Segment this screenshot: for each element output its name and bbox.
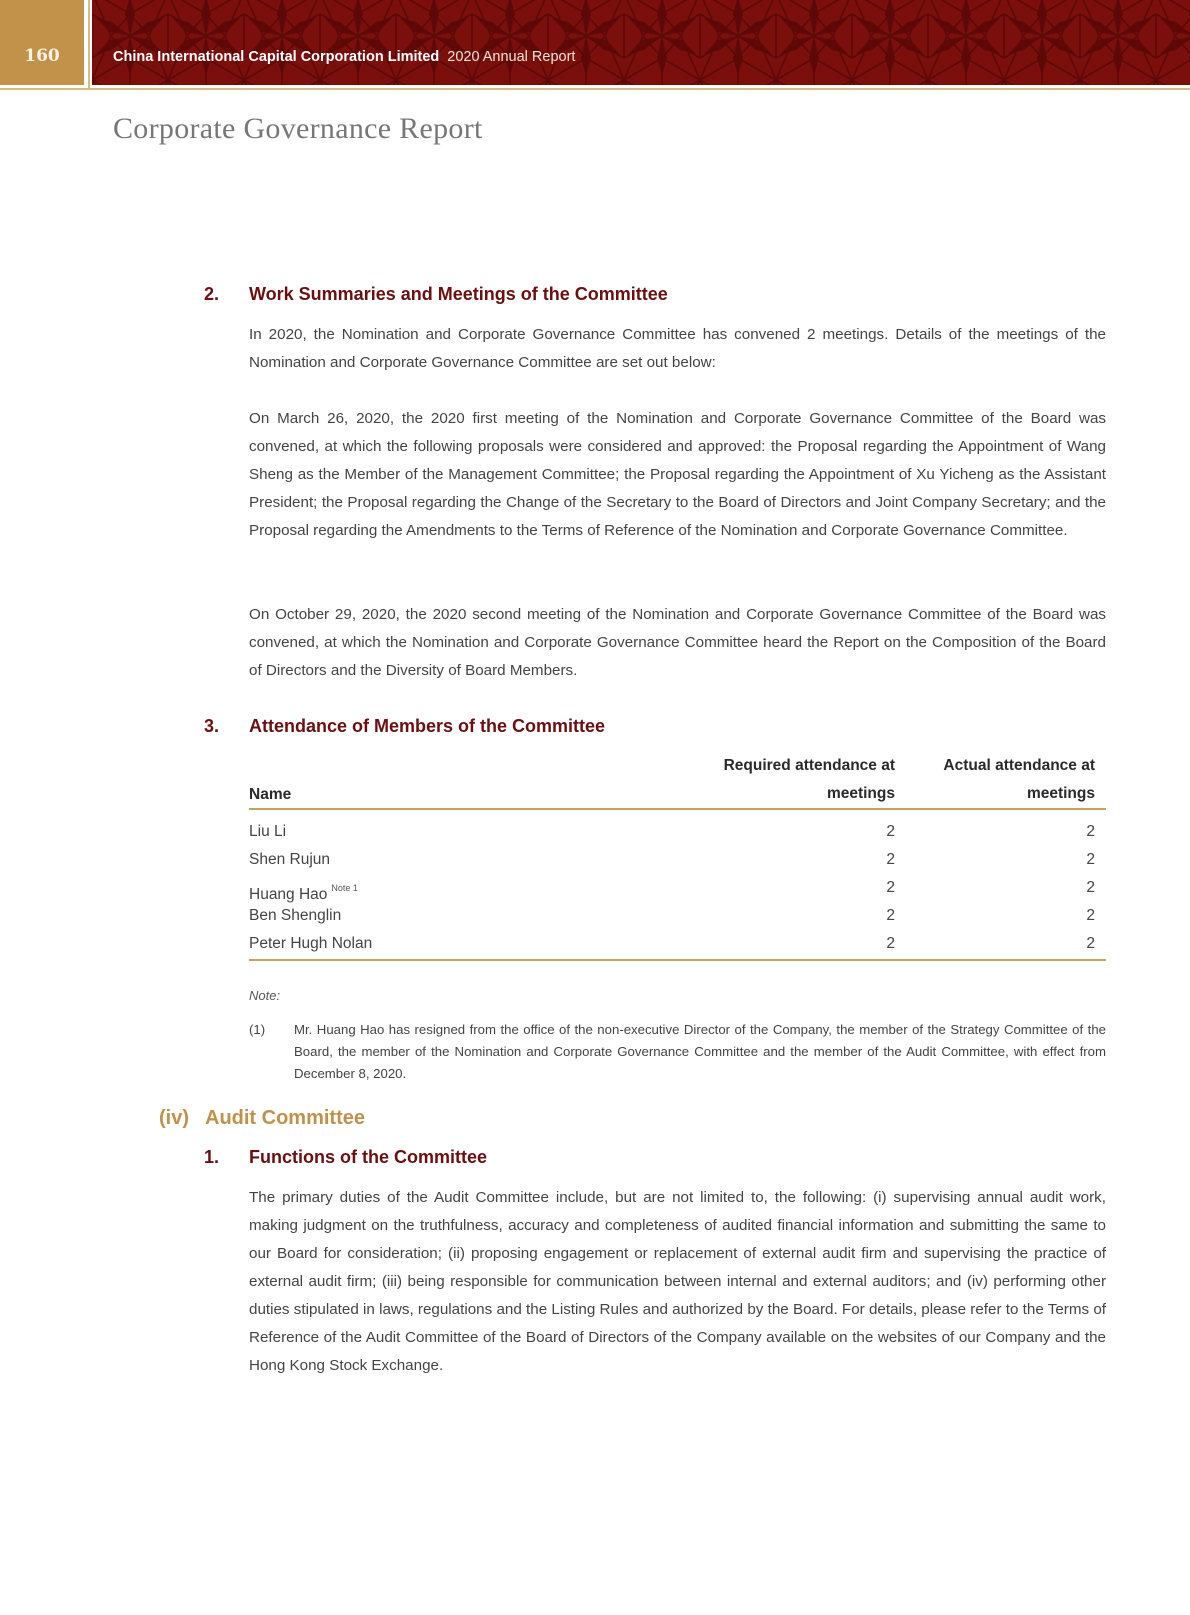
footnote-number: (1) xyxy=(249,1022,266,1037)
heading-text: Functions of the Committee xyxy=(249,1147,487,1167)
table-row xyxy=(249,902,1106,930)
footnote-marker: Note 1 xyxy=(331,883,358,893)
meeting-1-paragraph: On March 26, 2020, the 2020 first meeting of the Nomination and Corporate Governance Committee of the Board was convened, at which the following proposals were considered and approved: the Proposal regarding the Appointment of Wang Sheng as the Member of the Management Committee; the Proposal regarding the Appointment of Xu Yicheng as the Assistant President; the Proposal regarding the Change of the Secretary to the Board of Directors and Joint Company Secretary; and the Proposal regarding the Amendments to the Terms of Reference of the Nomination and Corporate Governance Committee. xyxy=(249,410,1106,539)
member-name: Ben Shenglin xyxy=(249,907,342,924)
required-attendance: 2 xyxy=(886,851,895,868)
actual-attendance: 2 xyxy=(1086,907,1095,924)
required-attendance: 2 xyxy=(886,879,895,896)
table-row xyxy=(249,818,1106,846)
actual-attendance: 2 xyxy=(1086,823,1095,840)
column-header-required xyxy=(724,752,895,808)
meeting-2-paragraph: On October 29, 2020, the 2020 second meeting of the Nomination and Corporate Governance Committee of the Board was convened, at which the Nomination and Corporate Governance Committee heard the Report on the Composition of the Board of Directors and the Diversity of Board Members. xyxy=(249,606,1106,679)
member-name: Peter Hugh Nolan xyxy=(249,935,373,952)
table-row xyxy=(249,846,1106,874)
required-attendance: 2 xyxy=(886,823,895,840)
company-name: China International Capital Corporation Limited xyxy=(113,49,440,65)
member-name: Liu Li xyxy=(249,823,287,840)
column-header-actual xyxy=(943,752,1095,808)
work-summaries-intro: In 2020, the Nomination and Corporate Governance Committee has convened 2 meetings. Details of the meetings of the Nomination and Corporate Governance Committee are set out below: xyxy=(249,326,1106,371)
required-attendance: 2 xyxy=(886,935,895,952)
heading-text: Attendance of Members of the Committee xyxy=(249,716,606,736)
header-banner xyxy=(92,0,1190,85)
footnote-text: Mr. Huang Hao has resigned from the office of the non-executive Director of the Company, the member of the Strategy Committee of the Board, the member of the Nomination and Corporate Governance Committee and the member of the Audit Committee, with effect from December 8, 2020. xyxy=(294,1022,1106,1081)
heading-number: (iv) xyxy=(159,1107,189,1129)
column-header-name: Name xyxy=(249,786,292,803)
actual-attendance: 2 xyxy=(1086,879,1095,896)
header-divider-horizontal xyxy=(0,88,1190,90)
table-header xyxy=(249,752,1106,810)
attendance-table xyxy=(249,752,1106,961)
member-name: Huang Hao $^{Note 1}$ xyxy=(249,883,358,903)
running-header xyxy=(113,49,575,65)
page-number-box xyxy=(0,0,84,85)
table-row xyxy=(249,874,1106,902)
table-row xyxy=(249,930,1106,958)
report-name: 2020 Annual Report xyxy=(447,49,576,65)
header-divider-vertical xyxy=(88,0,90,90)
table-body xyxy=(249,810,1106,961)
column-header-actual-line1: Actual attendance at xyxy=(943,757,1095,774)
asanoha-pattern-icon xyxy=(92,0,1190,85)
column-header-actual-line2: meetings xyxy=(1026,785,1095,802)
required-attendance: 2 xyxy=(886,907,895,924)
actual-attendance: 2 xyxy=(1086,851,1095,868)
note-label: Note: xyxy=(249,988,281,1003)
member-name: Shen Rujun xyxy=(249,851,331,868)
column-header-required-line2: meetings xyxy=(826,785,895,802)
heading-number: 3. xyxy=(204,716,220,736)
heading-number: 1. xyxy=(204,1147,220,1167)
section-title: Corporate Governance Report xyxy=(113,112,483,145)
column-header-required-line1: Required attendance at xyxy=(723,757,895,774)
heading-number: 2. xyxy=(204,284,220,304)
heading-text: Audit Committee xyxy=(205,1107,365,1129)
functions-paragraph: The primary duties of the Audit Committee include, but are not limited to, the following: (i) supervising annual audit work, making judgment on the truthfulness, accuracy and completeness of audited financial information and submitting the same to our Board for consideration; (ii) proposing engagement or replacement of external audit firm and supervising the practice of external audit firm; (iii) being responsible for communication between internal and external auditors; and (iv) performing other duties stipulated in laws, regulations and the Listing Rules and authorized by the Board. For details, please refer to the Terms of Reference of the Audit Committee of the Board of Directors of the Company available on the websites of our Company and the Hong Kong Stock Exchange. xyxy=(249,1189,1106,1374)
page-number: 160 xyxy=(24,46,60,66)
actual-attendance: 2 xyxy=(1086,935,1095,952)
heading-text: Work Summaries and Meetings of the Committee xyxy=(249,284,668,304)
